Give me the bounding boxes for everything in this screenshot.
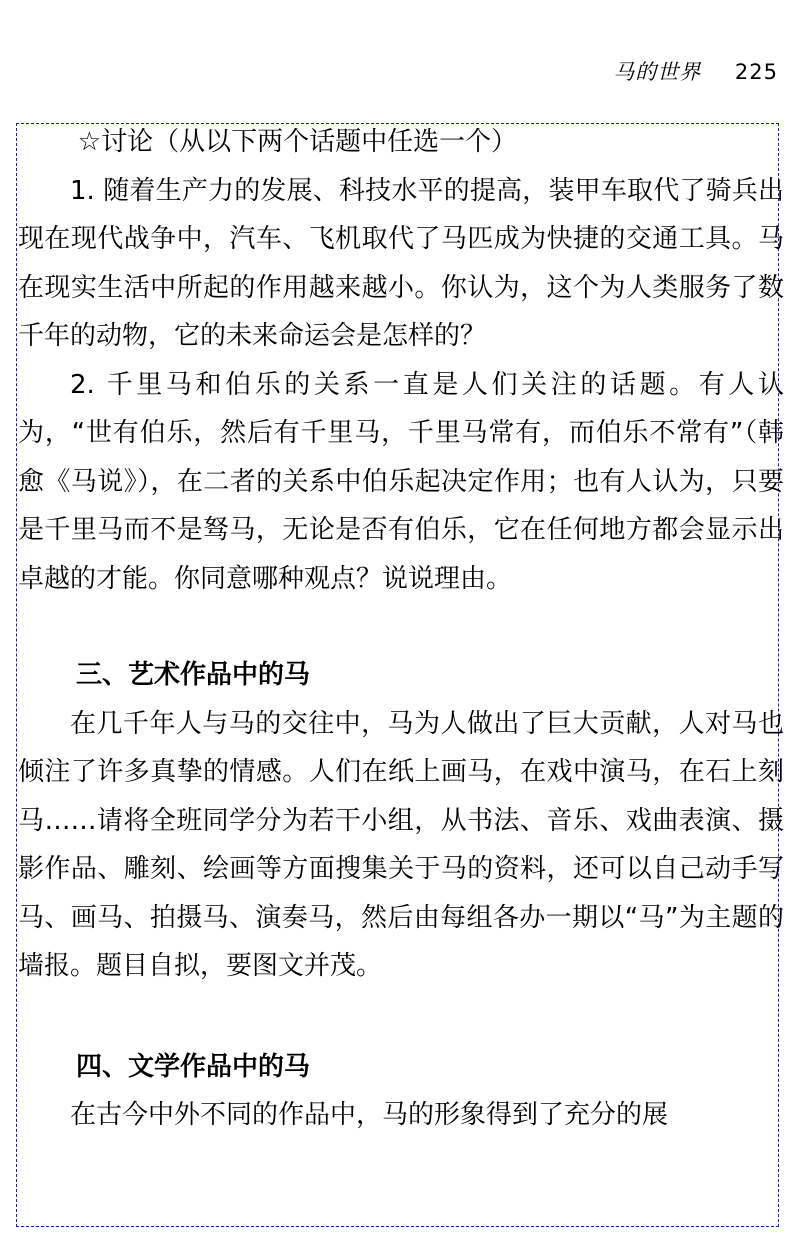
section-4-heading: 四、文学作品中的马 <box>76 1051 311 1082</box>
page-number: 225 <box>734 60 778 84</box>
section-3-body: 在几千年人与马的交往中，马为人做出了巨大贡献，人对马也倾注了许多真挚的情感。人们在纸上画马，在戏中演马，在石上刻马……请将全班同学分为若干小组，从书法、音乐、戏曲表演、摄影作品、雕刻、绘画等方面搜集关于马的资料，还可以自己动手写马、画马、拍摄马、演奏马，然后由每组各办一期以“马”为主题的墙报。题目自拟，要图文并茂。 <box>18 708 784 981</box>
page-header <box>613 56 778 86</box>
section-3-heading: 三、艺术作品中的马 <box>76 660 311 690</box>
section-4-body: 在古今中外不同的作品中，马的形象得到了充分的展 <box>70 1100 669 1130</box>
discussion-title: ☆讨论（从以下两个话题中任选一个） <box>77 127 518 157</box>
running-head: 马的世界 <box>613 60 702 84</box>
discussion-item-1: 1. 随着生产力的发展、科技水平的提高，装甲车取代了骑兵出现在现代战争中，汽车、飞机取代了马匹成为快捷的交通工具。马在现实生活中所起的作用越来越小。你认为，这个为人类服务了数千年的动物，它的未来命运会是怎样的？ <box>18 175 784 351</box>
discussion-item-2: 2. 千里马和伯乐的关系一直是人们关注的话题。有人认为，“世有伯乐，然后有千里马，千里马常有，而伯乐不常有”（韩愈《马说》），在二者的关系中伯乐起决定作用；也有人认为，只要是千里马而不是驽马，无论是否有伯乐，它在任何地方都会显示出卓越的才能。你同意哪种观点？说说理由。 <box>18 369 784 594</box>
page-body <box>18 118 784 1140</box>
